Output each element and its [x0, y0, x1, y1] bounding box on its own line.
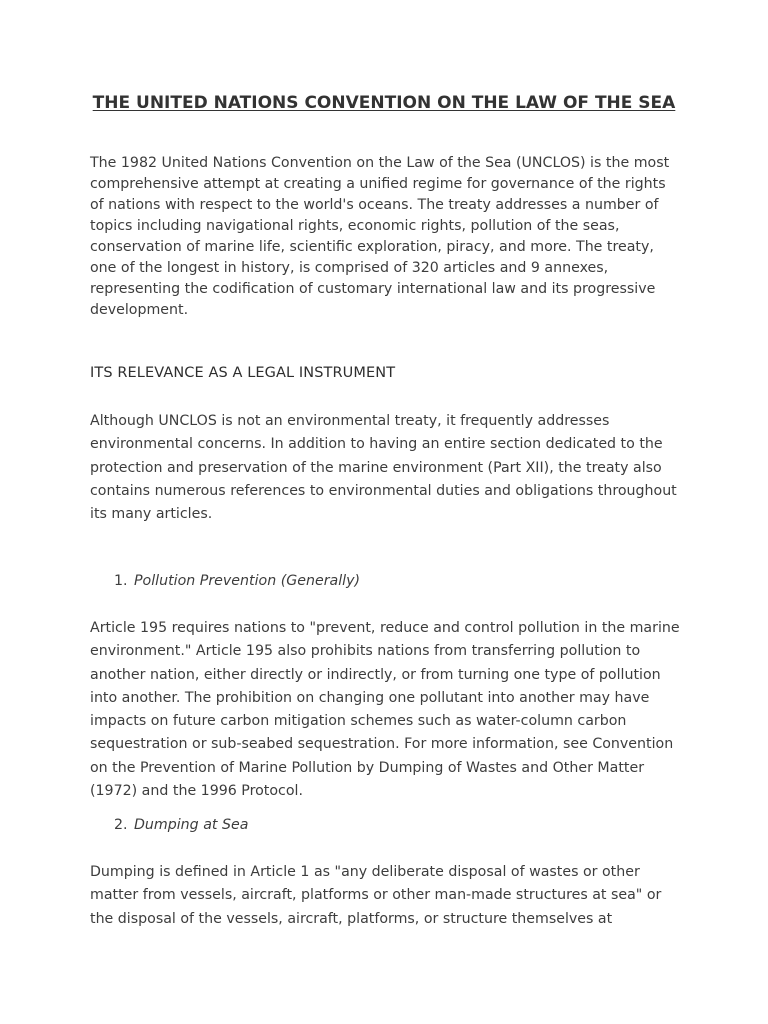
list-item-number: 1.	[114, 573, 128, 589]
list-item-title: Dumping at Sea	[134, 817, 249, 833]
list-item-title: Pollution Prevention (Generally)	[134, 573, 361, 589]
list-item-body: Article 195 requires nations to "prevent, reduce and control pollution in the marine environment." Article 195 also prohibits nations from transferring pollution to another nation, either directly or indirectly, or from turning one type of pollution into another. The prohibition on changing one pollutant into another may have impacts on future carbon mitigation schemes such as water-column carbon sequestration or sub-seabed sequestration. For more information, see Convention on the Prevention of Marine Pollution by Dumping of Wastes and Other Matter (1972) and the 1996 Protocol.	[90, 620, 680, 800]
intro-paragraph: The 1982 United Nations Convention on the Law of the Sea (UNCLOS) is the most comprehensive attempt at creating a unified regime for governance of the rights of nations with respect to the world's oceans. The treaty addresses a number of topics including navigational rights, economic rights, pollution of the seas, conservation of marine life, scientific exploration, piracy, and more. The treaty, one of the longest in history, is comprised of 320 articles and 9 annexes, representing the codification of customary international law and its progressive development.	[90, 155, 670, 318]
list-item-number: 2.	[114, 817, 128, 833]
list-item-heading	[114, 817, 248, 833]
section-paragraph: Although UNCLOS is not an environmental treaty, it frequently addresses environmental concerns. In addition to having an entire section dedicated to the protection and preservation of the marine environment (Part XII), the treaty also contains numerous references to environmental duties and obligations throughout its many articles.	[90, 413, 677, 523]
list-item-heading	[114, 573, 360, 589]
list-item-body: Dumping is defined in Article 1 as "any deliberate disposal of wastes or other matter from vessels, aircraft, platforms or other man-made structures at sea" or the disposal of the vessels, aircraft, platforms, or structure themselves at	[90, 864, 662, 927]
document-title: THE UNITED NATIONS CONVENTION ON THE LAW OF THE SEA	[92, 93, 676, 113]
section-heading: ITS RELEVANCE AS A LEGAL INSTRUMENT	[90, 365, 396, 381]
